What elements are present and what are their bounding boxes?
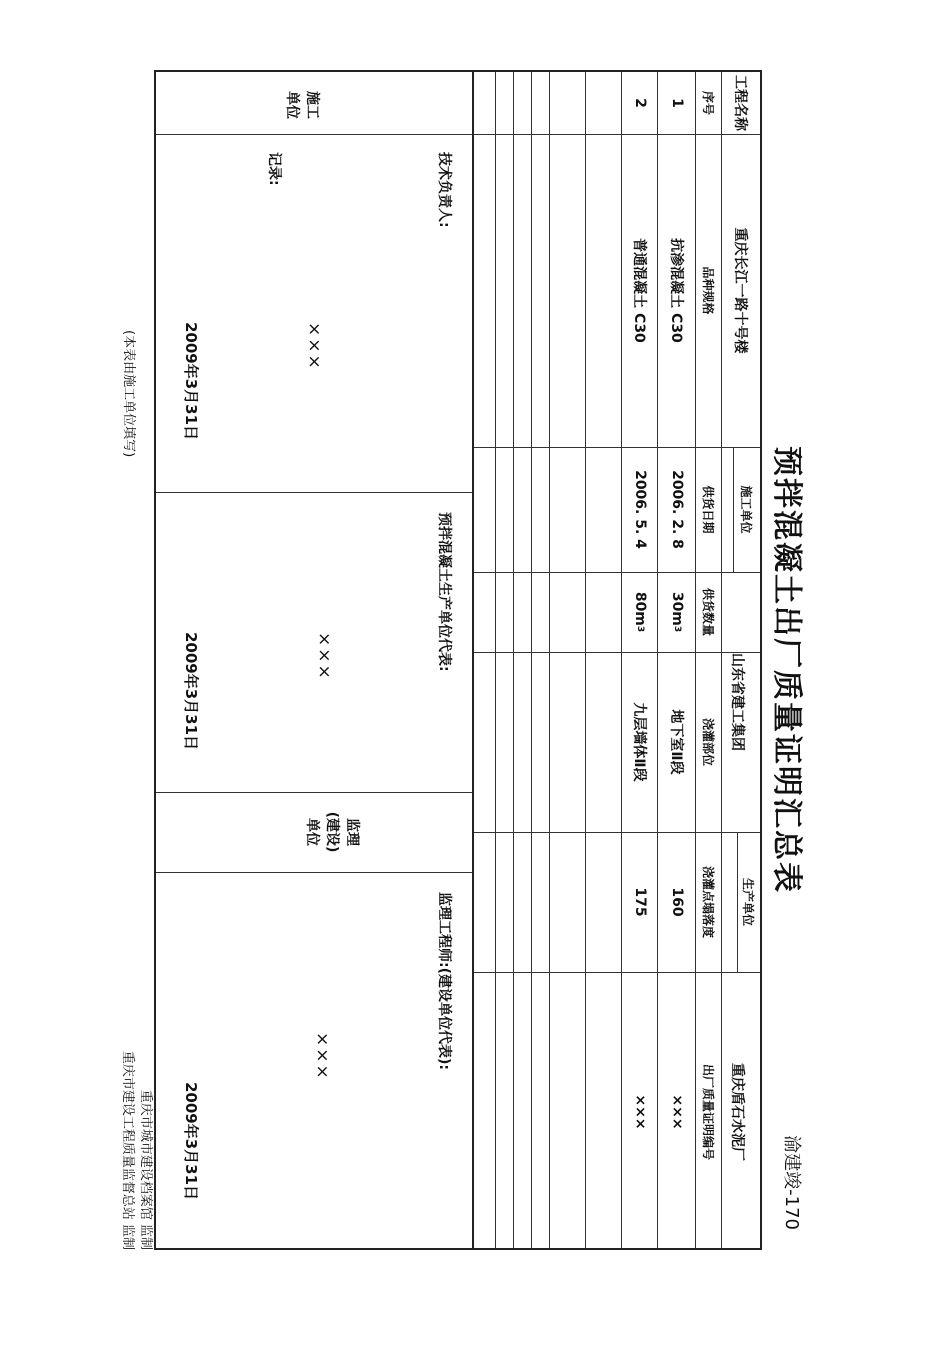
supervising-engineer-date: 2009年3月31日 — [182, 1082, 200, 1201]
supervision-label-line3: 单位 — [304, 818, 320, 846]
signature-block — [154, 70, 472, 1250]
supervision-label-line2: (建设) — [324, 811, 340, 853]
producer-rep-signature: ××× — [314, 632, 334, 681]
col-header-cert: 出厂质量证明编号 — [701, 1063, 716, 1160]
construction-unit-label-line1: 施工 — [304, 91, 320, 119]
supervision-unit-label — [302, 807, 362, 857]
col-header-slump: 浇灌点塌落度 — [701, 865, 716, 938]
row2-no: 2 — [632, 98, 648, 108]
row2-slump: 175 — [632, 887, 648, 917]
row1-part: 地下室Ⅱ段 — [668, 709, 684, 775]
row2-qty-value: 80m — [632, 591, 648, 626]
producer-unit-name: 重庆盾石水泥厂 — [729, 1063, 745, 1161]
construction-unit-sign-label — [282, 90, 322, 120]
row1-spec: 抗渗混凝土 C30 — [668, 238, 684, 343]
row2-qty — [622, 572, 658, 652]
recorder-label: 记录: — [266, 152, 282, 186]
producer-rep-label: 预拌混凝土生产单位代表: — [436, 512, 452, 672]
col-header-part: 浇灌部位 — [701, 717, 716, 766]
project-name: 重庆长江一路十号楼 — [732, 227, 748, 354]
summary-table — [472, 70, 762, 1250]
construction-unit-label: 施工单位 — [733, 447, 760, 572]
col-header-date: 供货日期 — [701, 485, 716, 534]
fill-in-note: (本表由施工单位填写) — [121, 330, 136, 458]
form-title: 预拌混凝土出厂质量证明汇总表 — [769, 446, 804, 894]
construction-unit-label-line2: 单位 — [284, 91, 300, 119]
row1-cert: ××× — [669, 1094, 685, 1130]
row1-date: 2006. 2. 8 — [669, 470, 685, 549]
issuer-line2: 重庆市建设工程质量监督总站 监制 — [120, 1050, 135, 1250]
supervision-label-line1: 监理 — [344, 818, 360, 846]
col-header-spec: 品种规格 — [701, 266, 716, 315]
row1-qty-value: 30m — [669, 591, 685, 626]
supervising-engineer-signature: ××× — [312, 1032, 332, 1081]
rotated-form-sheet — [92, 70, 812, 1250]
producer-unit-label: 生产单位 — [737, 832, 760, 972]
col-header-qty: 供货数量 — [701, 587, 716, 636]
row1-slump: 160 — [669, 887, 685, 917]
issuer-footer — [118, 1051, 154, 1250]
row1-no: 1 — [669, 98, 685, 108]
supervising-engineer-label: 监理工程师:(建设单位代表): — [436, 892, 452, 1070]
tech-lead-signature: ××× — [304, 322, 324, 371]
row2-cert: ××× — [632, 1094, 648, 1130]
construction-unit-name: 山东省建工集团 — [729, 653, 745, 751]
col-header-no: 序号 — [701, 90, 716, 115]
project-name-label: 工程名称 — [732, 75, 748, 131]
row2-date: 2006. 5. 4 — [632, 470, 648, 549]
row1-qty-unit-sup: 3 — [672, 625, 682, 633]
tech-lead-date: 2009年3月31日 — [182, 322, 200, 441]
issuer-line1: 重庆市城市建设档案馆 监制 — [138, 1089, 153, 1250]
row1-qty — [658, 572, 696, 652]
row2-spec: 普通混凝土 C30 — [631, 238, 647, 343]
tech-lead-label: 技术负责人: — [436, 152, 452, 228]
form-code: 渝建竣-170 — [781, 1135, 802, 1230]
row2-part: 九层墙体Ⅱ段 — [631, 702, 647, 782]
producer-rep-date: 2009年3月31日 — [182, 632, 200, 751]
row2-qty-unit-sup: 3 — [635, 625, 645, 633]
